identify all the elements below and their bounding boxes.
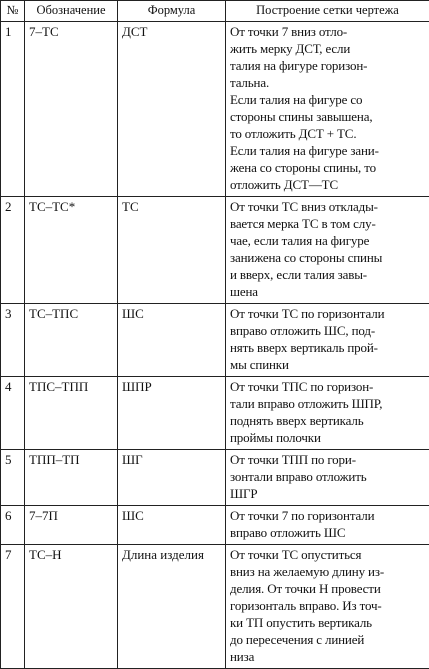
construction-line: вниз на желаемую длину из- [230, 563, 425, 580]
construction-line: нять вверх вертикаль прой- [230, 339, 425, 356]
construction-line: делия. От точки Н провести [230, 580, 425, 597]
row-construction [226, 506, 429, 545]
table-row [1, 304, 429, 377]
table-row [1, 377, 429, 450]
construction-line: От точки ТПП по гори- [230, 451, 425, 468]
row-designation: ТС–ТПС [25, 304, 118, 377]
row-number: 3 [1, 304, 25, 377]
construction-line: горизонталь вправо. Из точ- [230, 597, 425, 614]
row-construction [226, 450, 429, 506]
construction-line: низа [230, 648, 425, 665]
row-designation: 7–ТС [25, 22, 118, 197]
row-construction [226, 377, 429, 450]
row-construction [226, 197, 429, 304]
construction-line: то отложить ДСТ + ТС. [230, 125, 425, 142]
construction-line: стороны спины завышена, [230, 108, 425, 125]
construction-line: талия на фигуре горизон- [230, 57, 425, 74]
row-formula: ДСТ [118, 22, 226, 197]
row-construction [226, 22, 429, 197]
construction-line: жить мерку ДСТ, если [230, 40, 425, 57]
row-formula: ШС [118, 506, 226, 545]
row-number: 2 [1, 197, 25, 304]
construction-line: проймы полочки [230, 429, 425, 446]
row-number: 5 [1, 450, 25, 506]
construction-line: зонтали вправо отложить [230, 468, 425, 485]
construction-line: От точки 7 по горизонтали [230, 507, 425, 524]
table-row [1, 22, 429, 197]
construction-line: шена [230, 283, 425, 300]
row-construction [226, 304, 429, 377]
row-formula: ШГ [118, 450, 226, 506]
construction-line: тали вправо отложить ШПР, [230, 395, 425, 412]
construction-line: вправо отложить ШС [230, 524, 425, 541]
construction-line: жена со стороны спины, то [230, 159, 425, 176]
row-formula: ТС [118, 197, 226, 304]
table-row [1, 545, 429, 669]
row-number: 6 [1, 506, 25, 545]
table-row [1, 506, 429, 545]
row-formula: ШС [118, 304, 226, 377]
construction-line: От точки ТС вниз отклады- [230, 198, 425, 215]
table-header-row [1, 1, 429, 22]
construction-line: ки ТП опустить вертикаль [230, 614, 425, 631]
construction-line: От точки ТПС по горизон- [230, 378, 425, 395]
row-designation: ТПП–ТП [25, 450, 118, 506]
row-formula: ШПР [118, 377, 226, 450]
table-row [1, 197, 429, 304]
table-row [1, 450, 429, 506]
row-number: 7 [1, 545, 25, 669]
construction-line: Если талия на фигуре зани- [230, 142, 425, 159]
construction-line: вправо отложить ШС, под- [230, 322, 425, 339]
header-num: № [1, 1, 25, 22]
construction-line: занижена со стороны спины [230, 249, 425, 266]
construction-line: тальна. [230, 74, 425, 91]
row-designation: ТС–ТС* [25, 197, 118, 304]
row-designation: ТС–Н [25, 545, 118, 669]
row-construction [226, 545, 429, 669]
construction-line: отложить ДСТ—ТС [230, 176, 425, 193]
row-formula: Длина изделия [118, 545, 226, 669]
row-designation: 7–7П [25, 506, 118, 545]
construction-line: и вверх, если талия завы- [230, 266, 425, 283]
construction-line: чае, если талия на фигуре [230, 232, 425, 249]
construction-line: Если талия на фигуре со [230, 91, 425, 108]
construction-line: вается мерка ТС в том слу- [230, 215, 425, 232]
construction-line: От точки 7 вниз отло- [230, 23, 425, 40]
header-construction: Построение сетки чертежа [226, 1, 429, 22]
header-designation: Обозначение [25, 1, 118, 22]
header-formula: Формула [118, 1, 226, 22]
construction-line: до пересечения с линией [230, 631, 425, 648]
row-number: 4 [1, 377, 25, 450]
construction-line: поднять вверх вертикаль [230, 412, 425, 429]
row-number: 1 [1, 22, 25, 197]
construction-line: От точки ТС по горизонтали [230, 305, 425, 322]
row-designation: ТПС–ТПП [25, 377, 118, 450]
construction-line: От точки ТС опуститься [230, 546, 425, 563]
construction-line: ШГР [230, 485, 425, 502]
construction-line: мы спинки [230, 356, 425, 373]
